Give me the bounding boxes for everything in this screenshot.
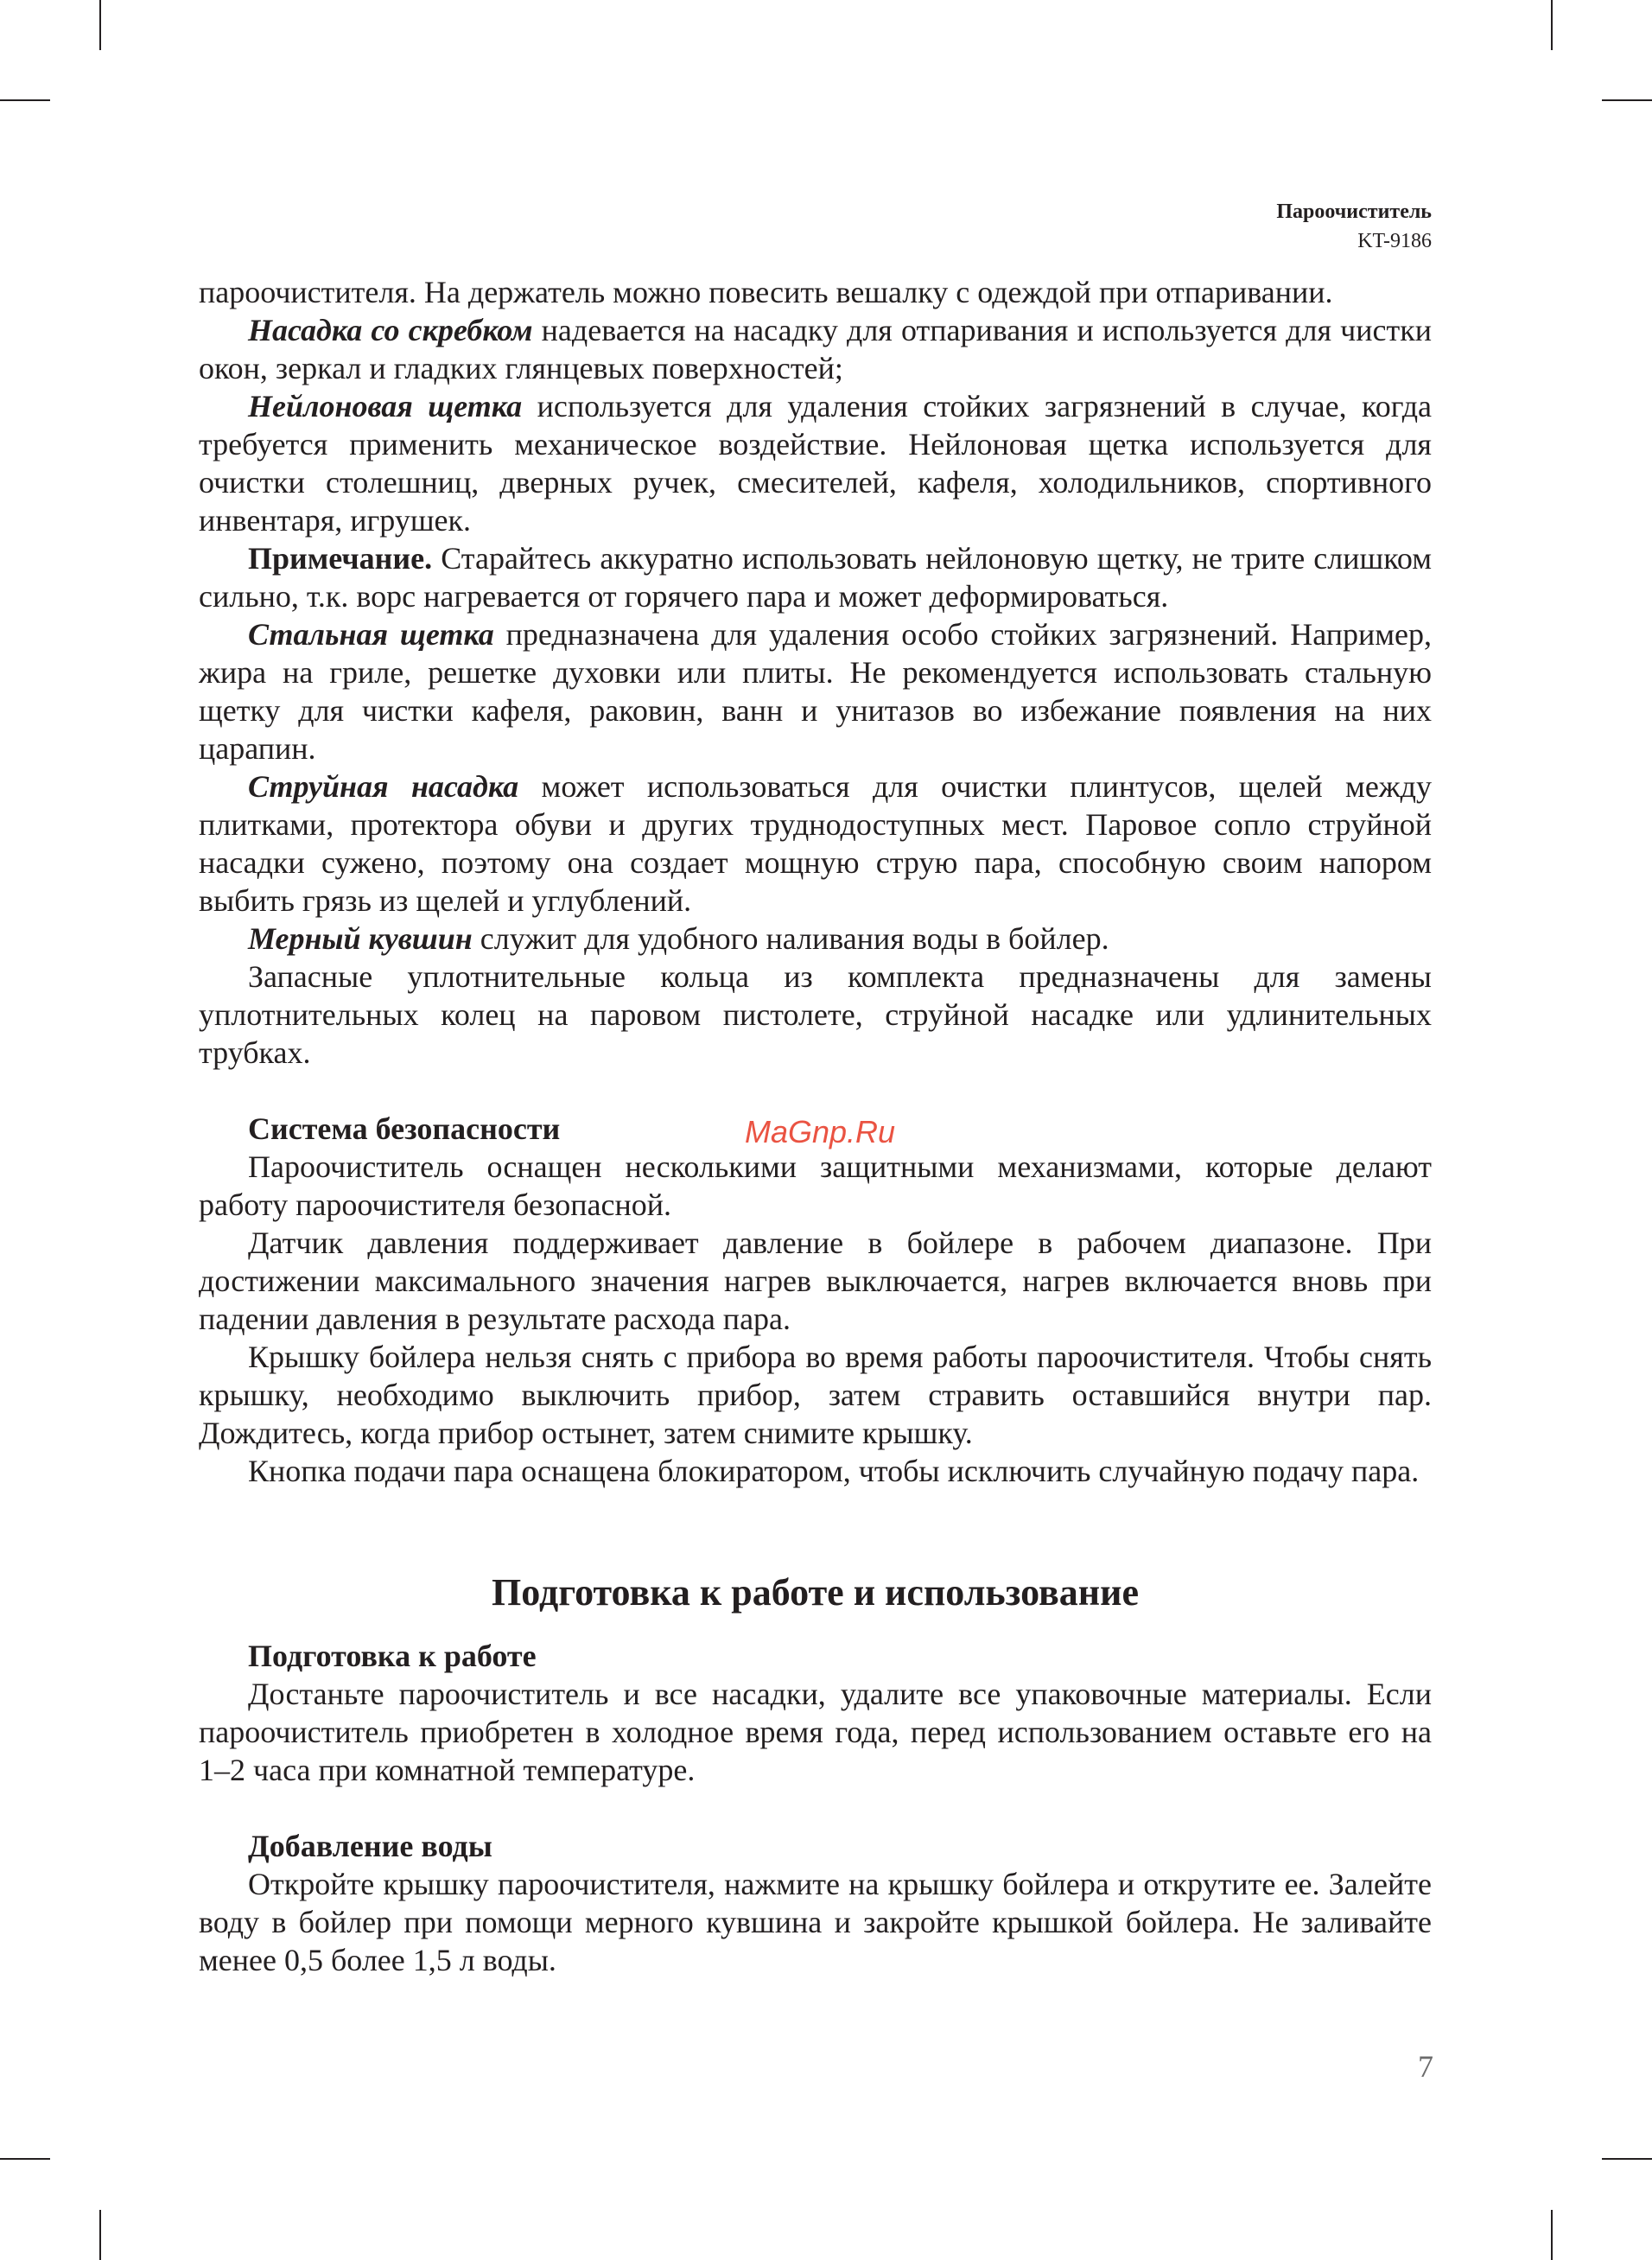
page-number: 7 bbox=[1418, 2049, 1433, 2084]
crop-mark bbox=[1602, 99, 1652, 101]
running-head-model: KT-9186 bbox=[1357, 230, 1432, 252]
crop-mark bbox=[0, 2158, 50, 2160]
subheading-preparation: Подготовка к работе bbox=[248, 1639, 537, 1673]
crop-mark bbox=[99, 2210, 101, 2260]
paragraph: Крышку бойлера нельзя снять с прибора во время работы пароочистителя. Чтобы снять крышку, необходимо выключить прибор, затем стравить оставшийся внутри пар. Дождитесь, когда прибор остынет, затем снимите крышку. bbox=[199, 1340, 1432, 1450]
paragraph: Кнопка подачи пара оснащена блокиратором, чтобы исключить случайную подачу пара. bbox=[248, 1454, 1420, 1488]
subheading-safety: Система безопасности bbox=[248, 1111, 561, 1146]
paragraph: пароочистителя. На держатель можно повесить вешалку с одеждой при отпаривании. bbox=[199, 275, 1333, 309]
crop-mark bbox=[1602, 2158, 1652, 2160]
watermark: MaGnp.Ru bbox=[745, 1114, 896, 1149]
section-title: Подготовка к работе и использование bbox=[492, 1571, 1139, 1614]
term-label: Стальная щетка bbox=[248, 617, 494, 652]
term-label: Струйная насадка bbox=[248, 769, 519, 804]
paragraph: Нейлоновая щетка используется для удаления стойких загрязнений в случае, когда требуется применить механическое воздействие. Нейлоновая щетка используется для очистки столешниц, дверных ручек, смесителей, кафеля, холодильников, спортивного инвентаря, игрушек. bbox=[199, 389, 1432, 538]
paragraph: Откройте крышку пароочистителя, нажмите на крышку бойлера и открутите ее. Залейте воду в бойлер при помощи мерного кувшина и закройте крышкой бойлера. Не заливайте менее 0,5 более 1,5 л воды. bbox=[199, 1867, 1432, 1977]
paragraph: Мерный кувшин служит для удобного наливания воды в бойлер. bbox=[248, 921, 1109, 956]
term-label: Нейлоновая щетка bbox=[248, 389, 523, 423]
paragraph: Стальная щетка предназначена для удаления особо стойких загрязнений. Например, жира на гриле, решетке духовки или плиты. Не рекомендуется использовать стальную щетку для чистки кафеля, раковин, ванн и унитазов во избежание появления на них царапин. bbox=[199, 617, 1432, 766]
running-head bbox=[1276, 197, 1432, 256]
term-label: Насадка со скребком bbox=[248, 313, 533, 347]
paragraph: Струйная насадка может использоваться для очистки плинтусов, щелей между плитками, протектора обуви и других труднодоступных мест. Паровое сопло струйной насадки сужено, поэтому она создает мощную струю пара, способную своим напором выбить грязь из щелей и углублений. bbox=[199, 769, 1432, 918]
paragraph: Датчик давления поддерживает давление в бойлере в рабочем диапазоне. При достижении максимального значения нагрев выключается, нагрев включается вновь при падении давления в результате расхода пара. bbox=[199, 1225, 1432, 1336]
paragraph-note: Примечание. Старайтесь аккуратно использовать нейлоновую щетку, не трите слишком сильно, т.к. ворс нагревается от горячего пара и может деформироваться. bbox=[199, 541, 1432, 614]
crop-mark bbox=[1551, 2210, 1553, 2260]
crop-mark bbox=[99, 0, 101, 50]
paragraph: Пароочиститель оснащен несколькими защитными механизмами, которые делают работу пароочистителя безопасной. bbox=[199, 1149, 1432, 1222]
term-label: Мерный кувшин bbox=[248, 921, 473, 956]
running-head-title: Пароочиститель bbox=[1276, 201, 1432, 223]
crop-mark bbox=[0, 99, 50, 101]
note-label: Примечание. bbox=[248, 541, 433, 576]
paragraph: Насадка со скребком надевается на насадку для отпаривания и используется для чистки окон, зеркал и гладких глянцевых поверхностей; bbox=[199, 313, 1432, 385]
paragraph: Достаньте пароочиститель и все насадки, удалите все упаковочные материалы. Если пароочиститель приобретен в холодное время года, перед использованием оставьте его на 1–2 часа при комнатной температуре. bbox=[199, 1677, 1432, 1787]
subheading-water: Добавление воды bbox=[248, 1829, 492, 1863]
paragraph: Запасные уплотнительные кольца из комплекта предназначены для замены уплотнительных колец на паровом пистолете, струйной насадке или удлинительных трубках. bbox=[199, 959, 1432, 1070]
crop-mark bbox=[1551, 0, 1553, 50]
